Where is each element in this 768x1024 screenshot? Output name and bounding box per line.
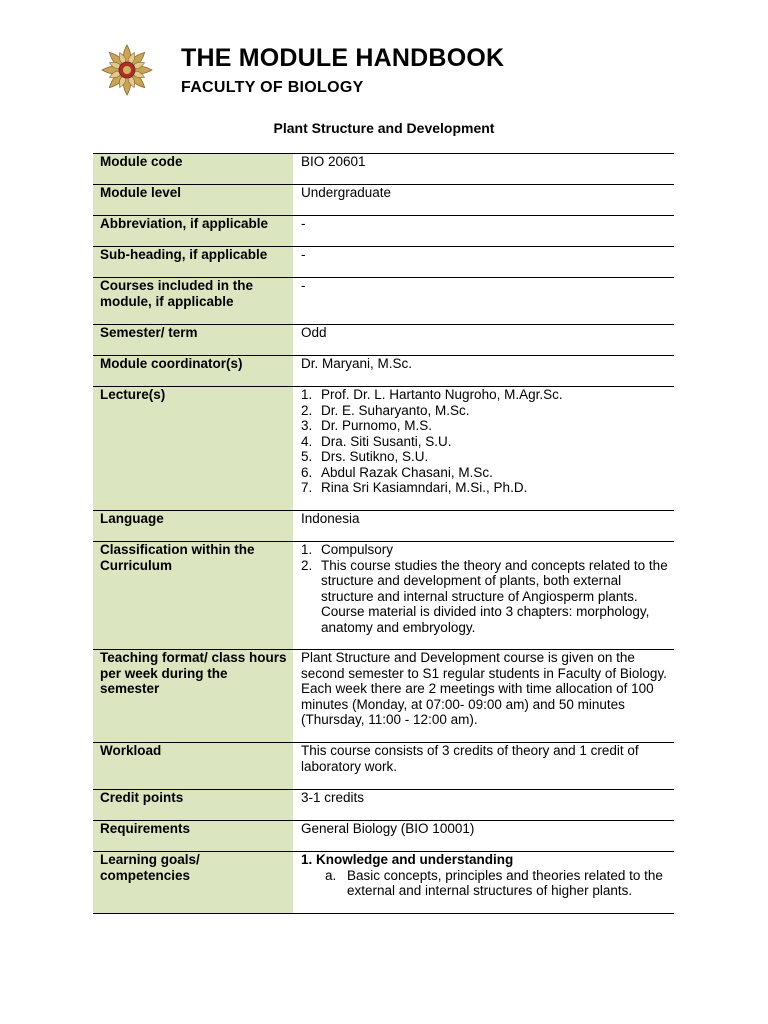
table-row (93, 743, 674, 790)
list-item: 2. Dr. E. Suharyanto, M.Sc. (301, 402, 470, 418)
row-value (293, 852, 674, 914)
row-value: - (301, 247, 306, 262)
table-row (93, 278, 674, 325)
faculty-subtitle: FACULTY OF BIOLOGY (181, 79, 364, 96)
row-label: Semester/ term (93, 325, 293, 356)
row-value: Indonesia (301, 511, 360, 526)
module-title: Plant Structure and Development (273, 120, 495, 136)
list-item: 1. Prof. Dr. L. Hartanto Nugroho, M.Agr.Sc. (301, 387, 563, 402)
handbook-title: THE MODULE HANDBOOK (181, 44, 505, 72)
row-value: Dr. Maryani, M.Sc. (301, 356, 413, 371)
row-label: Credit points (93, 790, 293, 821)
table-row (93, 650, 674, 743)
module-details-table (93, 153, 674, 914)
row-label: Teaching format/ class hours per week during the semester (93, 650, 293, 743)
list-item: 3. Dr. Purnomo, M.S. (301, 418, 433, 433)
list-item: 6. Abdul Razak Chasani, M.Sc. (301, 464, 493, 480)
row-label: Classification within the Curriculum (93, 542, 293, 650)
row-label: Module level (93, 185, 293, 216)
table-row (93, 511, 674, 542)
university-emblem-logo (101, 44, 153, 96)
table-row (93, 247, 674, 278)
row-label: Module coordinator(s) (93, 356, 293, 387)
table-row (93, 790, 674, 821)
table-row (93, 185, 674, 216)
row-value: Odd (301, 325, 327, 340)
list-item: a. Basic concepts, principles and theories related to the external and internal structures of higher plants. (325, 867, 663, 898)
row-label: Module code (93, 154, 293, 185)
row-label: Workload (93, 743, 293, 790)
row-value (293, 542, 674, 650)
row-label: Courses included in the module, if applicable (93, 278, 293, 325)
row-label: Abbreviation, if applicable (93, 216, 293, 247)
table-row (93, 542, 674, 650)
row-value: Undergraduate (301, 185, 392, 200)
list-item: 2. This course studies the theory and concepts related to the structure and development of plants, both external structure and internal structure of Angiosperm plants. Course material is divided into 3 chapters: morphology, anatomy and embryology. (301, 557, 668, 635)
table-row (93, 356, 674, 387)
row-value: 3-1 credits (301, 790, 365, 805)
classification-list (301, 542, 668, 635)
list-item: 1. Compulsory (301, 542, 394, 557)
table-row (93, 216, 674, 247)
table-row (93, 387, 674, 511)
table-row (93, 852, 674, 914)
row-label: Lecture(s) (93, 387, 293, 511)
list-item: 7. Rina Sri Kasiamndari, M.Si., Ph.D. (301, 480, 528, 495)
row-label: Language (93, 511, 293, 542)
list-item: 4. Dra. Siti Susanti, S.U. (301, 433, 452, 449)
row-label: Requirements (93, 821, 293, 852)
row-value: Plant Structure and Development course is given on the second semester to S1 regular students in Faculty of Biology. Each week there are 2 meetings with time allocation of 100 minutes (Monday, at 07:00- 09:00 am) and 50 minutes (Thursday, 11:00 - 12:00 am). (301, 650, 667, 727)
lecturer-list (301, 387, 668, 496)
row-value: - (301, 216, 306, 231)
list-item: 5. Drs. Sutikno, S.U. (301, 449, 429, 464)
table-row (93, 325, 674, 356)
knowledge-heading: 1. Knowledge and understanding (301, 852, 514, 867)
row-value: General Biology (BIO 10001) (301, 821, 475, 836)
row-label: Sub-heading, if applicable (93, 247, 293, 278)
row-value: BIO 20601 (301, 154, 366, 169)
row-value: - (301, 278, 306, 293)
row-label: Learning goals/ competencies (93, 852, 293, 914)
table-row (93, 821, 674, 852)
row-value: This course consists of 3 credits of theory and 1 credit of laboratory work. (301, 743, 639, 774)
row-value (293, 387, 674, 511)
table-row (93, 154, 674, 185)
